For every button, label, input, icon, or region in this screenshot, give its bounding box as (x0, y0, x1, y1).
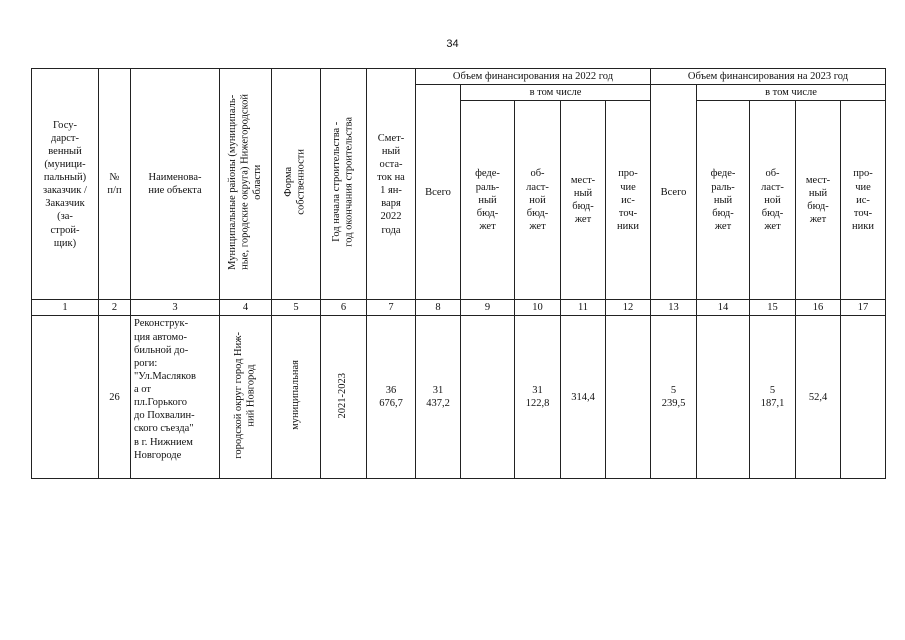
row-years: 2021-2023 (321, 316, 367, 479)
header-federal-2022: феде- раль- ный бюд- жет (461, 101, 515, 300)
column-number: 7 (367, 300, 416, 316)
header-federal-2023: феде- раль- ный бюд- жет (697, 101, 750, 300)
row-customer (32, 316, 99, 479)
header-including-2022: в том числе (461, 85, 651, 101)
row-local-2023: 52,4 (796, 316, 841, 479)
header-including-2023: в том числе (697, 85, 886, 101)
row-federal-2023 (697, 316, 750, 479)
header-object-name: Наименова- ние объекта (131, 69, 220, 300)
row-regional-2023: 5 187,1 (750, 316, 796, 479)
row-num: 26 (99, 316, 131, 479)
row-ownership: муниципальная (272, 316, 321, 479)
column-number: 10 (515, 300, 561, 316)
header-ownership: Форма собственности (272, 69, 321, 300)
header-regional-2023: об- ласт- ной бюд- жет (750, 101, 796, 300)
column-number: 8 (416, 300, 461, 316)
column-number: 9 (461, 300, 515, 316)
column-number: 12 (606, 300, 651, 316)
header-construction-years: Год начала строительства - год окончания строительства (321, 69, 367, 300)
header-total-2022: Всего (416, 85, 461, 300)
column-number: 4 (220, 300, 272, 316)
header-num: № п/п (99, 69, 131, 300)
header-total-2023: Всего (651, 85, 697, 300)
column-number: 5 (272, 300, 321, 316)
header-other-2023: про- чие ис- точ- ники (841, 101, 886, 300)
column-number: 16 (796, 300, 841, 316)
header-other-2022: про- чие ис- точ- ники (606, 101, 651, 300)
column-number: 15 (750, 300, 796, 316)
row-estimated-balance: 36 676,7 (367, 316, 416, 479)
header-estimated-balance: Смет- ный оста- ток на 1 ян- варя 2022 года (367, 69, 416, 300)
row-other-2023 (841, 316, 886, 479)
row-local-2022: 314,4 (561, 316, 606, 479)
row-object-name: Реконструк- ция автомо- бильной до- роги: "Ул.Масляков а от пл.Горького до Похвалин- ского съезда" в г. Нижнием Новгороде (131, 316, 220, 479)
row-other-2022 (606, 316, 651, 479)
column-number: 14 (697, 300, 750, 316)
row-municipality: городской округ город Ниж- ний Новгород (220, 316, 272, 479)
page-number: 34 (446, 38, 459, 50)
column-number: 11 (561, 300, 606, 316)
column-number: 2 (99, 300, 131, 316)
column-number: 3 (131, 300, 220, 316)
header-municipality: Муниципальные районы (муниципаль- ные, городские округа) Нижегородской области (220, 69, 272, 300)
header-financing-2022: Объем финансирования на 2022 год (416, 69, 651, 85)
row-regional-2022: 31 122,8 (515, 316, 561, 479)
column-number-row (32, 300, 886, 316)
column-number: 13 (651, 300, 697, 316)
header-local-2023: мест- ный бюд- жет (796, 101, 841, 300)
row-total-2022: 31 437,2 (416, 316, 461, 479)
table-row (32, 316, 886, 479)
header-customer: Госу- дарст- венный (муници- пальный) заказчик / Заказчик (за- строй- щик) (32, 69, 99, 300)
column-number: 1 (32, 300, 99, 316)
financing-table (31, 68, 886, 479)
row-total-2023: 5 239,5 (651, 316, 697, 479)
row-federal-2022 (461, 316, 515, 479)
column-number: 6 (321, 300, 367, 316)
header-regional-2022: об- ласт- ной бюд- жет (515, 101, 561, 300)
header-local-2022: мест- ный бюд- жет (561, 101, 606, 300)
column-number: 17 (841, 300, 886, 316)
header-financing-2023: Объем финансирования на 2023 год (651, 69, 886, 85)
